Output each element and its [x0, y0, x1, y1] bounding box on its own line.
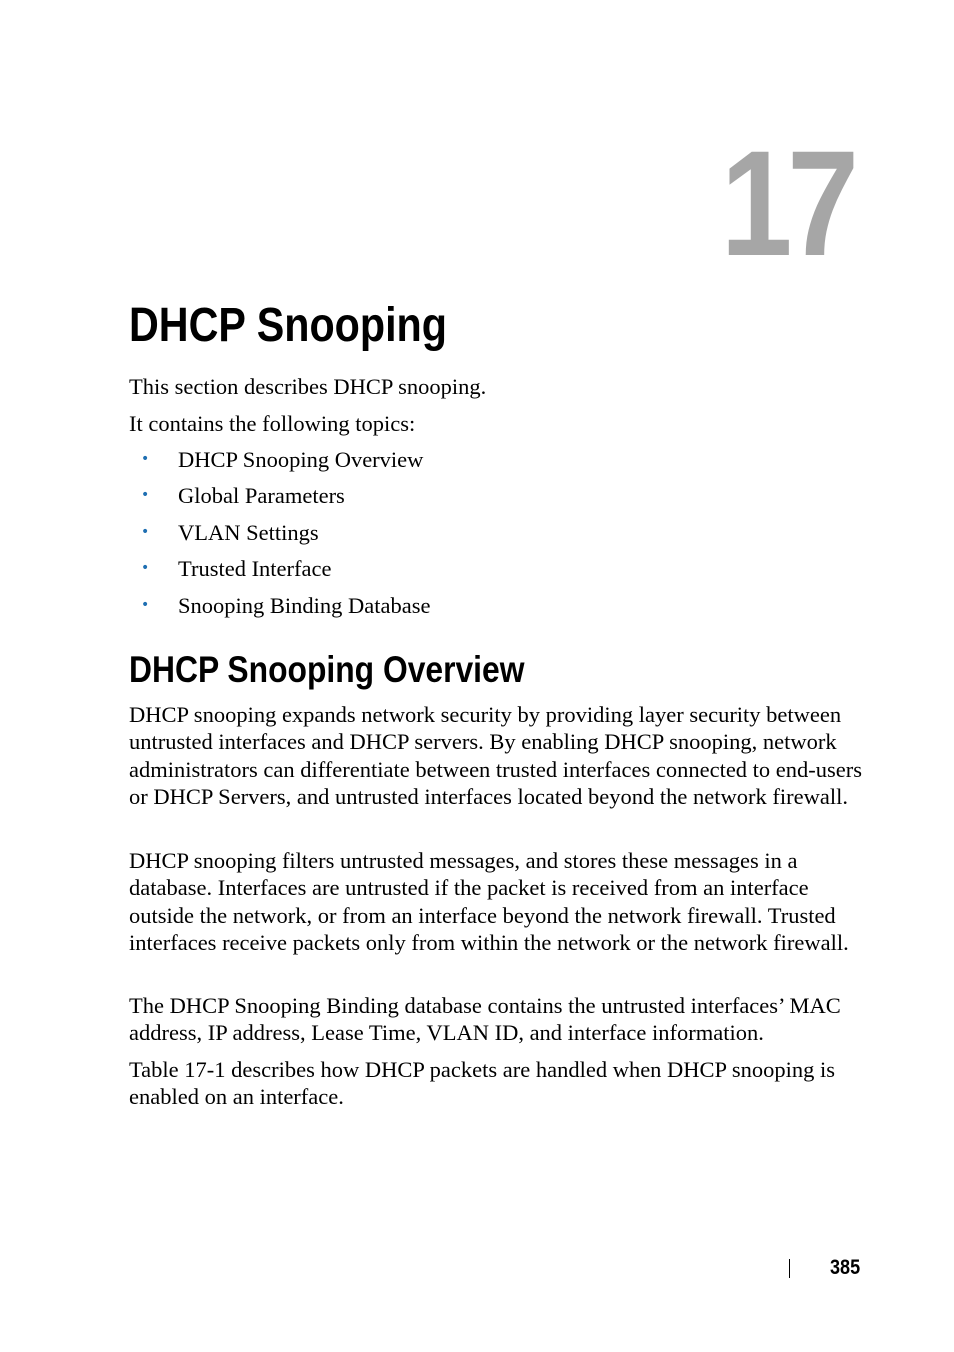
- footer-divider: [789, 1259, 790, 1278]
- intro-topics-lead: It contains the following topics:: [129, 411, 416, 436]
- overview-paragraph-4: Table 17-1 describes how DHCP packets are handled when DHCP snooping is enabled on an interface.: [129, 1057, 836, 1110]
- page-number: 385: [830, 1256, 861, 1279]
- bullet-icon: •: [141, 560, 150, 577]
- topic-list: [129, 446, 430, 628]
- overview-paragraph-2: DHCP snooping filters untrusted messages, and stores these messages in a database. Interfaces are untrusted if the packet is received from an interface outside the network, or from an interface beyond the network firewall. Trusted interfaces receive packets only from within the network or the network firewall.: [129, 848, 849, 955]
- list-item: [129, 592, 430, 628]
- topic-label: VLAN Settings: [178, 519, 319, 545]
- intro-description: This section describes DHCP snooping.: [129, 374, 487, 399]
- list-item: [129, 482, 430, 518]
- topic-label: Trusted Interface: [178, 556, 332, 582]
- section-title: DHCP Snooping Overview: [129, 649, 525, 690]
- topic-label: DHCP Snooping Overview: [178, 447, 424, 472]
- bullet-icon: •: [141, 596, 150, 613]
- bullet-icon: •: [141, 451, 150, 467]
- list-item: [129, 519, 430, 555]
- overview-paragraph-1: DHCP snooping expands network security by providing layer security between untrusted interfaces and DHCP servers. By enabling DHCP snooping, network administrators can differentiate between trusted interfaces connected to end-users or DHCP Servers, and untrusted interfaces located beyond the network firewall.: [129, 702, 863, 809]
- topic-label: Snooping Binding Database: [178, 592, 431, 618]
- chapter-number: 17: [720, 119, 854, 287]
- topic-label: Global Parameters: [178, 483, 345, 509]
- overview-paragraph-3: The DHCP Snooping Binding database contains the untrusted interfaces’ MAC address, IP address, Lease Time, VLAN ID, and interface information.: [129, 993, 841, 1046]
- bullet-icon: •: [141, 523, 150, 540]
- bullet-icon: •: [141, 487, 150, 504]
- list-item: [129, 446, 430, 482]
- list-item: [129, 555, 430, 591]
- chapter-title: DHCP Snooping: [129, 299, 447, 352]
